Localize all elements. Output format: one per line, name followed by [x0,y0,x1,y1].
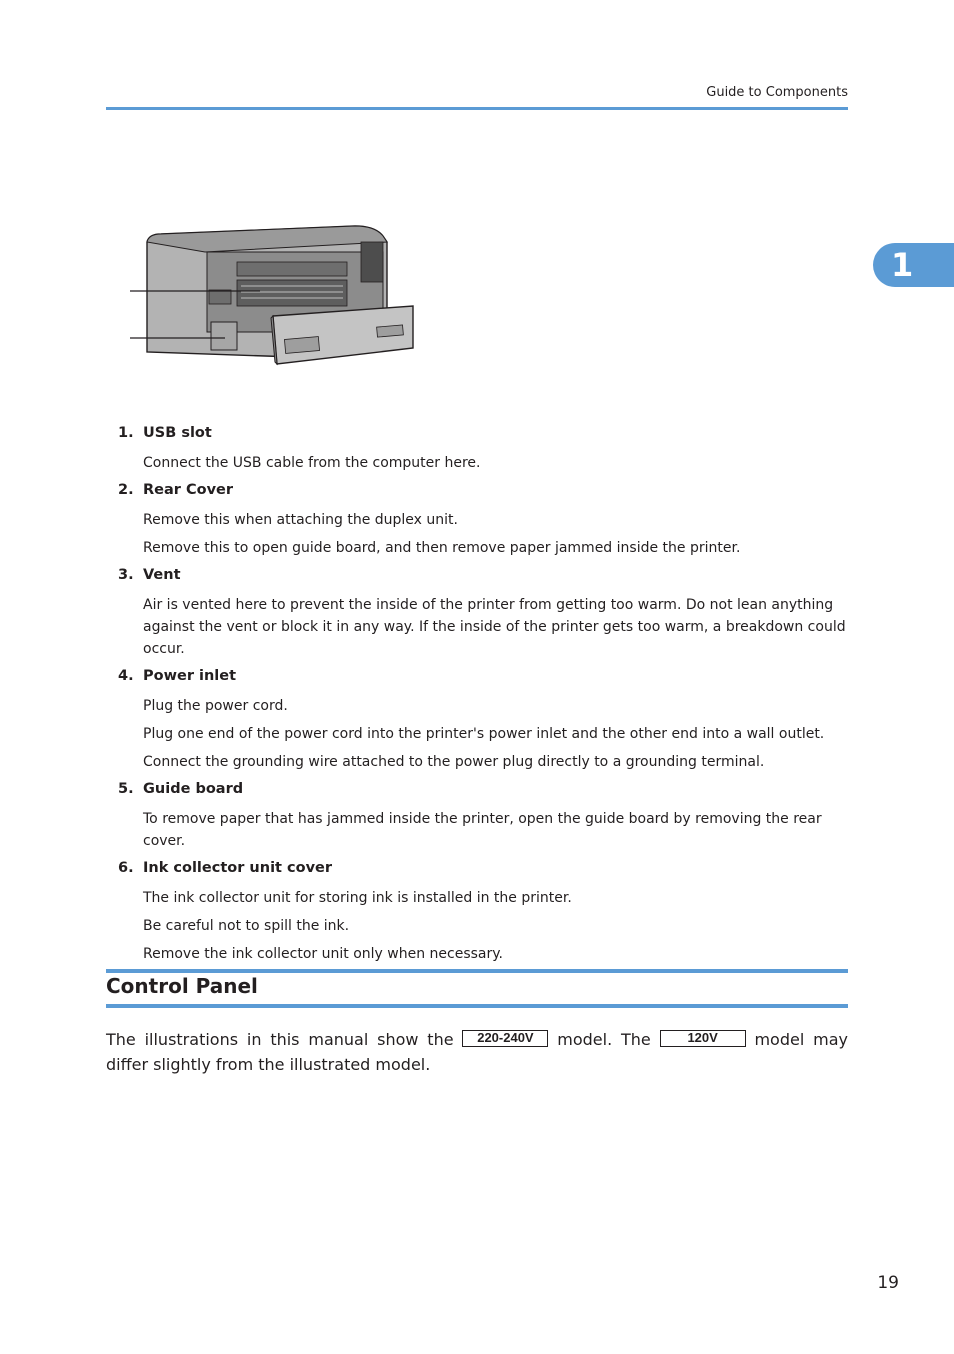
list-item [118,423,848,474]
intro-text: model may differ slightly from the illustrated model. [106,1030,848,1074]
model-badge-220-240v: 220-240V [462,1030,548,1047]
item-description: Remove this when attaching the duplex unit. [143,512,458,528]
item-number: 5. [118,781,134,797]
section-intro [106,1027,848,1077]
item-number: 2. [118,482,134,498]
model-badge-120v: 120V [660,1030,746,1047]
section-rule-top [106,969,848,973]
item-description: Remove this to open guide board, and then remove paper jammed inside the printer. [143,540,741,556]
item-description: To remove paper that has jammed inside the printer, open the guide board by removing the rear cover. [143,811,822,849]
item-description: The ink collector unit for storing ink is installed in the printer. [143,890,572,906]
intro-text: The illustrations in this manual show the [106,1030,454,1049]
item-title: Vent [143,567,181,583]
list-item [118,779,848,852]
component-list [118,423,848,971]
printer-rear-illustration [125,222,420,367]
item-description: Remove the ink collector unit only when necessary. [143,946,503,962]
item-description: Connect the grounding wire attached to the power plug directly to a grounding terminal. [143,754,765,770]
item-description: Plug the power cord. [143,698,288,714]
item-number: 6. [118,860,134,876]
item-description: Air is vented here to prevent the inside of the printer from getting too warm. Do not lean anything against the vent or block it in any way. If the inside of the printer gets too warm, a breakdown could occur. [143,597,846,657]
section-title: Control Panel [106,974,258,998]
intro-text: model. The [557,1030,651,1049]
item-title: Guide board [143,781,244,797]
item-description: Connect the USB cable from the computer here. [143,455,481,471]
list-item [118,666,848,773]
item-description: Be careful not to spill the ink. [143,918,350,934]
running-header: Guide to Components [706,85,848,100]
item-title: Rear Cover [143,482,234,498]
list-item [118,480,848,559]
chapter-tab: 1 [873,243,954,287]
section-rule-bottom [106,1004,848,1008]
item-title: Ink collector unit cover [143,860,333,876]
list-item [118,565,848,660]
header-rule [106,107,848,110]
item-title: USB slot [143,425,212,441]
item-number: 3. [118,567,134,583]
item-description: Plug one end of the power cord into the printer's power inlet and the other end into a wall outlet. [143,726,825,742]
item-number: 1. [118,425,134,441]
list-item [118,858,848,965]
item-number: 4. [118,668,134,684]
item-title: Power inlet [143,668,237,684]
page-number: 19 [877,1273,899,1293]
